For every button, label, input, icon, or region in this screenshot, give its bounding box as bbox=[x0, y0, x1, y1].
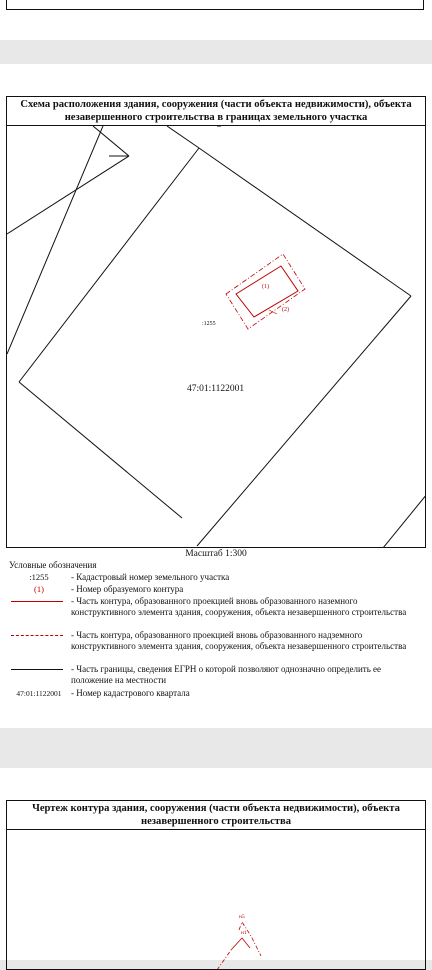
legend-text: - Часть границы, сведения ЕГРН о которой позволяют однозначно определить ее положение на местности bbox=[71, 664, 382, 685]
point-label: н1 bbox=[241, 930, 247, 936]
legend-symbol: 47:01:1122001 bbox=[16, 689, 62, 698]
legend-symbol: (1) bbox=[34, 584, 44, 594]
boundary-line-1 bbox=[7, 126, 103, 354]
previous-page-frame bbox=[6, 0, 424, 10]
scheme-title: Схема расположения здания, сооружения (части объекта недвижимости), объекта незавершенного строительства в границах земельного участка bbox=[6, 96, 426, 126]
parcel-map-drawing bbox=[7, 126, 426, 548]
contour-drawing bbox=[7, 830, 426, 970]
boundary-line-2 bbox=[93, 126, 129, 156]
scale-label: Масштаб 1:300 bbox=[185, 549, 247, 559]
drawing-page bbox=[0, 768, 432, 960]
legend-text: - Номер образуемого контура bbox=[71, 584, 184, 594]
legend-text: - Часть контура, образованного проекцией вновь образованного надземного конструктивного элемента здания, сооружения, объекта незавершенного строительства bbox=[71, 630, 407, 651]
legend-text: - Номер кадастрового квартала bbox=[71, 688, 190, 698]
parcel-cadastral-label: :1255 bbox=[202, 321, 216, 327]
legend-red-solid-line bbox=[11, 601, 63, 602]
parcel-south-edge bbox=[19, 382, 182, 518]
parcel-north-edge bbox=[199, 148, 411, 296]
parcel-east-edge bbox=[197, 296, 411, 546]
parcel-west-edge bbox=[19, 148, 199, 382]
quarter-number-label: 47:01:1122001 bbox=[187, 384, 245, 394]
legend-black-line bbox=[11, 669, 63, 670]
legend-text: - Кадастровый номер земельного участка bbox=[71, 572, 230, 582]
drawing-title: Чертеж контура здания, сооружения (части объекта недвижимости), объекта незавершенного строительства bbox=[6, 800, 426, 830]
scheme-map bbox=[6, 126, 426, 548]
contour-1-label: (1) bbox=[262, 284, 269, 290]
legend-title: Условные обозначения bbox=[9, 560, 97, 570]
legend-symbol: :1255 bbox=[29, 572, 49, 582]
previous-page-fragment bbox=[0, 0, 432, 40]
contour-2-label: (2) bbox=[282, 307, 289, 313]
contour-2-outline bbox=[226, 254, 305, 329]
point-label: н5 bbox=[239, 914, 245, 920]
legend-red-dashdot-line bbox=[11, 635, 63, 636]
scheme-page bbox=[0, 64, 432, 728]
drawing-area bbox=[6, 830, 426, 970]
legend-text: - Часть контура, образованного проекцией вновь образованного наземного конструктивного элемента здания, сооружения, объекта незавершенного строительства bbox=[71, 596, 407, 617]
